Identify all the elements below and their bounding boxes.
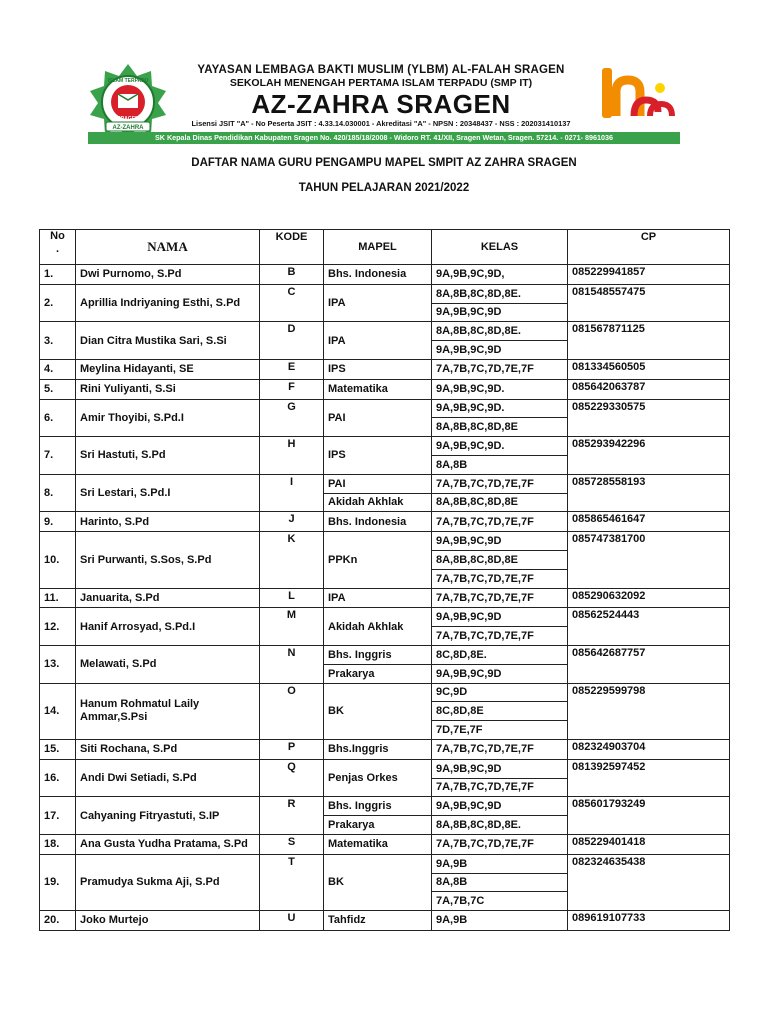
teacher-name: Januarita, S.Pd bbox=[76, 588, 260, 608]
foundation-name: YAYASAN LEMBAGA BAKTI MUSLIM (YLBM) AL-FALAH SRAGEN bbox=[197, 64, 565, 76]
class-list: 9A,9B bbox=[432, 854, 568, 873]
logo-top-text: ISLAM TERPADU bbox=[107, 78, 149, 84]
row-number: 19. bbox=[40, 854, 76, 910]
subject-code: M bbox=[260, 608, 324, 646]
subject-code: H bbox=[260, 437, 324, 475]
header-kelas: KELAS bbox=[432, 230, 568, 265]
table-row bbox=[40, 437, 730, 456]
row-number: 6. bbox=[40, 399, 76, 437]
phone-number: 085642063787 bbox=[568, 379, 730, 399]
subject-name: PPKn bbox=[324, 532, 432, 588]
table-row bbox=[40, 739, 730, 759]
subject-code: C bbox=[260, 284, 324, 322]
table-row bbox=[40, 322, 730, 341]
header-no-dot: . bbox=[55, 243, 60, 255]
header-cp: CP bbox=[568, 230, 730, 265]
class-list: 8A,8B,8C,8D,8E bbox=[432, 550, 568, 569]
row-number: 16. bbox=[40, 759, 76, 797]
subject-name: IPA bbox=[324, 284, 432, 322]
subject-name: BK bbox=[324, 854, 432, 910]
subject-name: IPA bbox=[324, 322, 432, 360]
subject-code: U bbox=[260, 911, 324, 931]
subject-name: PAI bbox=[324, 399, 432, 437]
teacher-name: Dian Citra Mustika Sari, S.Si bbox=[76, 322, 260, 360]
subject-name: IPS bbox=[324, 437, 432, 475]
phone-number: 085229330575 bbox=[568, 399, 730, 437]
letterhead bbox=[88, 62, 680, 146]
class-list: 7A,7B,7C,7D,7E,7F bbox=[432, 588, 568, 608]
row-number: 5. bbox=[40, 379, 76, 399]
class-list: 9A,9B,9C,9D bbox=[432, 759, 568, 778]
teacher-name: Melawati, S.Pd bbox=[76, 645, 260, 683]
table-row bbox=[40, 834, 730, 854]
phone-number: 089619107733 bbox=[568, 911, 730, 931]
subject-code: K bbox=[260, 532, 324, 588]
teacher-name: Hanum Rohmatul Laily Ammar,S.Psi bbox=[76, 683, 260, 739]
subject-name: Bhs. Inggris bbox=[324, 797, 432, 816]
subject-name: Bhs. Indonesia bbox=[324, 512, 432, 532]
phone-number: 082324903704 bbox=[568, 739, 730, 759]
subject-name: BK bbox=[324, 683, 432, 739]
class-list: 9A,9B,9C,9D bbox=[432, 664, 568, 683]
subject-name: Bhs. Inggris bbox=[324, 645, 432, 664]
class-list: 7A,7B,7C,7D,7E,7F bbox=[432, 627, 568, 646]
subject-name: Matematika bbox=[324, 834, 432, 854]
table-row bbox=[40, 265, 730, 285]
phone-number: 085642687757 bbox=[568, 645, 730, 683]
table-header-row bbox=[40, 230, 730, 265]
row-number: 20. bbox=[40, 911, 76, 931]
subject-code: O bbox=[260, 683, 324, 739]
teacher-name: Hanif Arrosyad, S.Pd.I bbox=[76, 608, 260, 646]
phone-number: 081567871125 bbox=[568, 322, 730, 360]
phone-number: 085747381700 bbox=[568, 532, 730, 588]
class-list: 9A,9B,9C,9D bbox=[432, 608, 568, 627]
class-list: 7A,7B,7C,7D,7E,7F bbox=[432, 778, 568, 797]
letterhead-text bbox=[176, 62, 586, 128]
table-row bbox=[40, 512, 730, 532]
subject-code: L bbox=[260, 588, 324, 608]
teacher-name: Harinto, S.Pd bbox=[76, 512, 260, 532]
subject-code: B bbox=[260, 265, 324, 285]
table-row bbox=[40, 683, 730, 702]
subject-code: E bbox=[260, 359, 324, 379]
class-list: 9C,9D bbox=[432, 683, 568, 702]
teacher-name: Amir Thoyibi, S.Pd.I bbox=[76, 399, 260, 437]
subject-name: Prakarya bbox=[324, 816, 432, 835]
phone-number: 085290632092 bbox=[568, 588, 730, 608]
class-list: 7A,7B,7C,7D,7E,7F bbox=[432, 474, 568, 493]
class-list: 7A,7B,7C,7D,7E,7F bbox=[432, 834, 568, 854]
teacher-name: Sri Lestari, S.Pd.I bbox=[76, 474, 260, 512]
subject-code: P bbox=[260, 739, 324, 759]
class-list: 8A,8B,8C,8D,8E. bbox=[432, 284, 568, 303]
subject-name: PAI bbox=[324, 474, 432, 493]
class-list: 8C,8D,8E. bbox=[432, 645, 568, 664]
teacher-name: Rini Yuliyanti, S.Si bbox=[76, 379, 260, 399]
row-number: 4. bbox=[40, 359, 76, 379]
academic-year: TAHUN PELAJARAN 2021/2022 bbox=[298, 182, 470, 194]
row-number: 17. bbox=[40, 797, 76, 835]
class-list: 9A,9B,9C,9D bbox=[432, 532, 568, 551]
header-mapel: MAPEL bbox=[324, 230, 432, 265]
row-number: 12. bbox=[40, 608, 76, 646]
class-list: 8C,8D,8E bbox=[432, 702, 568, 721]
row-number: 15. bbox=[40, 739, 76, 759]
row-number: 10. bbox=[40, 532, 76, 588]
class-list: 9A,9B,9C,9D. bbox=[432, 437, 568, 456]
row-number: 3. bbox=[40, 322, 76, 360]
class-list: 9A,9B,9C,9D bbox=[432, 303, 568, 322]
class-list: 8A,8B,8C,8D,8E. bbox=[432, 322, 568, 341]
subject-name: IPA bbox=[324, 588, 432, 608]
phone-number: 081334560505 bbox=[568, 359, 730, 379]
table-row bbox=[40, 911, 730, 931]
subject-code: J bbox=[260, 512, 324, 532]
subject-code: D bbox=[260, 322, 324, 360]
row-number: 11. bbox=[40, 588, 76, 608]
class-list: 9A,9B,9C,9D bbox=[432, 341, 568, 360]
subject-code: R bbox=[260, 797, 324, 835]
table-row bbox=[40, 608, 730, 627]
header-kode: KODE bbox=[260, 230, 324, 265]
sk-address-bar: SK Kepala Dinas Pendidikan Kabupaten Sragen No. 420/185/18/2008 - Widoro RT. 41/XII, Sragen Wetan, Sragen. 57214. - 0271- 8961036 bbox=[88, 132, 680, 144]
class-list: 9A,9B,9C,9D bbox=[432, 797, 568, 816]
class-list: 7A,7B,7C,7D,7E,7F bbox=[432, 359, 568, 379]
subject-code: Q bbox=[260, 759, 324, 797]
subject-name: IPS bbox=[324, 359, 432, 379]
header-no-text: No bbox=[50, 230, 65, 242]
class-list: 7A,7B,7C bbox=[432, 892, 568, 911]
teacher-name: Sri Purwanti, S.Sos, S.Pd bbox=[76, 532, 260, 588]
subject-name: Akidah Akhlak bbox=[324, 608, 432, 646]
license-line: Lisensi JSIT "A" - No Peserta JSIT : 4.33.14.030001 - Akreditasi "A" - NPSN : 20348437 - NSS : 202031410137 bbox=[191, 119, 571, 128]
class-list: 8A,8B bbox=[432, 455, 568, 474]
class-list: 9A,9B,9C,9D. bbox=[432, 379, 568, 399]
table-row bbox=[40, 359, 730, 379]
table-row bbox=[40, 588, 730, 608]
school-type: SEKOLAH MENENGAH PERTAMA ISLAM TERPADU (SMP IT) bbox=[229, 77, 533, 89]
class-list: 9A,9B bbox=[432, 911, 568, 931]
subject-code: T bbox=[260, 854, 324, 910]
row-number: 13. bbox=[40, 645, 76, 683]
table-row bbox=[40, 474, 730, 493]
row-number: 1. bbox=[40, 265, 76, 285]
phone-number: 082324635438 bbox=[568, 854, 730, 910]
subject-name: Tahfidz bbox=[324, 911, 432, 931]
phone-number: 085229599798 bbox=[568, 683, 730, 739]
subject-code: I bbox=[260, 474, 324, 512]
row-number: 9. bbox=[40, 512, 76, 532]
teacher-name: Aprillia Indriyaning Esthi, S.Pd bbox=[76, 284, 260, 322]
teacher-name: Andi Dwi Setiadi, S.Pd bbox=[76, 759, 260, 797]
class-list: 8A,8B,8C,8D,8E. bbox=[432, 816, 568, 835]
row-number: 7. bbox=[40, 437, 76, 475]
phone-number: 085229401418 bbox=[568, 834, 730, 854]
row-number: 2. bbox=[40, 284, 76, 322]
phone-number: 085293942296 bbox=[568, 437, 730, 475]
class-list: 7D,7E,7F bbox=[432, 721, 568, 740]
teacher-name: Joko Murtejo bbox=[76, 911, 260, 931]
subject-code: G bbox=[260, 399, 324, 437]
table-row bbox=[40, 645, 730, 664]
school-emblem-logo bbox=[88, 64, 168, 140]
teacher-name: Ana Gusta Yudha Pratama, S.Pd bbox=[76, 834, 260, 854]
subject-name: Bhs. Indonesia bbox=[324, 265, 432, 285]
header-no bbox=[40, 230, 76, 265]
subject-code: F bbox=[260, 379, 324, 399]
table-row bbox=[40, 532, 730, 551]
document-title: DAFTAR NAMA GURU PENGAMPU MAPEL SMPIT AZ ZAHRA SRAGEN bbox=[191, 157, 577, 169]
subject-name: Bhs.Inggris bbox=[324, 739, 432, 759]
phone-number: 08562524443 bbox=[568, 608, 730, 646]
subject-name: Matematika bbox=[324, 379, 432, 399]
phone-number: 085229941857 bbox=[568, 265, 730, 285]
row-number: 18. bbox=[40, 834, 76, 854]
header-nama: NAMA bbox=[76, 230, 260, 265]
phone-number: 085865461647 bbox=[568, 512, 730, 532]
class-list: 8A,8B,8C,8D,8E bbox=[432, 418, 568, 437]
row-number: 14. bbox=[40, 683, 76, 739]
class-list: 8A,8B,8C,8D,8E bbox=[432, 493, 568, 512]
subject-code: N bbox=[260, 645, 324, 683]
subject-name: Prakarya bbox=[324, 664, 432, 683]
teacher-table bbox=[39, 229, 730, 931]
teacher-name: Meylina Hidayanti, SE bbox=[76, 359, 260, 379]
logo-name-text: AZ-ZAHRA bbox=[112, 125, 144, 131]
school-name: AZ-ZAHRA SRAGEN bbox=[251, 89, 511, 119]
subject-name: Penjas Orkes bbox=[324, 759, 432, 797]
teacher-name: Pramudya Sukma Aji, S.Pd bbox=[76, 854, 260, 910]
table-row bbox=[40, 284, 730, 303]
phone-number: 081392597452 bbox=[568, 759, 730, 797]
table-row bbox=[40, 759, 730, 778]
class-list: 7A,7B,7C,7D,7E,7F bbox=[432, 739, 568, 759]
class-list: 9A,9B,9C,9D. bbox=[432, 399, 568, 418]
class-list: 7A,7B,7C,7D,7E,7F bbox=[432, 512, 568, 532]
row-number: 8. bbox=[40, 474, 76, 512]
phone-number: 081548557475 bbox=[568, 284, 730, 322]
table-row bbox=[40, 379, 730, 399]
table-row bbox=[40, 797, 730, 816]
teacher-name: Siti Rochana, S.Pd bbox=[76, 739, 260, 759]
phone-number: 085728558193 bbox=[568, 474, 730, 512]
table-row bbox=[40, 854, 730, 873]
teacher-name: Sri Hastuti, S.Pd bbox=[76, 437, 260, 475]
phone-number: 085601793249 bbox=[568, 797, 730, 835]
teacher-name: Dwi Purnomo, S.Pd bbox=[76, 265, 260, 285]
subject-name: Akidah Akhlak bbox=[324, 493, 432, 512]
foundation-logo bbox=[598, 66, 678, 126]
teacher-name: Cahyaning Fitryastuti, S.IP bbox=[76, 797, 260, 835]
table-body bbox=[40, 265, 730, 931]
logo-sub-text: SRAGEN bbox=[117, 116, 139, 122]
class-list: 9A,9B,9C,9D, bbox=[432, 265, 568, 285]
table-row bbox=[40, 399, 730, 418]
class-list: 8A,8B bbox=[432, 873, 568, 892]
class-list: 7A,7B,7C,7D,7E,7F bbox=[432, 569, 568, 588]
subject-code: S bbox=[260, 834, 324, 854]
